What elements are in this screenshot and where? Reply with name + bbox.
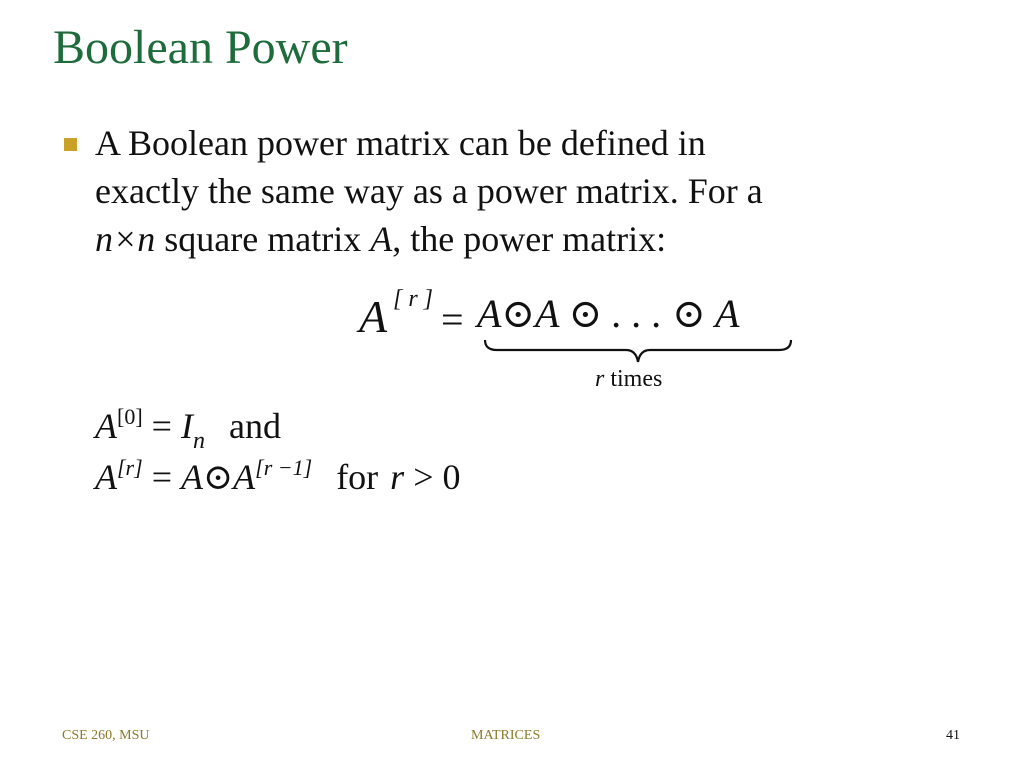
bullet-line-2: exactly the same way as a power matrix. For a (95, 171, 763, 211)
matrix-variable: A (370, 219, 393, 259)
underbrace-label (595, 366, 662, 393)
formula-lhs-superscript: [ r ] (393, 286, 434, 312)
power-formula (355, 282, 815, 402)
bullet-line-1: A Boolean power matrix can be defined in (95, 123, 706, 163)
recursive-condition-var: r (390, 457, 405, 497)
base-case-A: A (95, 406, 117, 446)
footer-page-number: 41 (946, 728, 960, 743)
identity-matrix: I (180, 406, 193, 446)
underbrace-label-text: times (604, 366, 663, 392)
footer-topic: MATRICES (471, 728, 541, 743)
underbrace-label-var: r (595, 366, 605, 392)
recursive-equals: = (142, 457, 181, 497)
base-case-superscript: [0] (117, 404, 143, 429)
formula-equals: = (441, 297, 464, 342)
recursive-superscript: [r] (117, 455, 143, 480)
matrix-dimension: n×n (95, 219, 156, 259)
formula-lhs-base: A (359, 291, 388, 342)
bullet-text (95, 119, 955, 263)
bullet-line-3-end: , the power matrix: (392, 219, 667, 259)
base-case-equals: = (142, 406, 181, 446)
identity-subscript: n (192, 428, 205, 454)
footer-course: CSE 260, MSU (62, 728, 150, 743)
recursive-rhs: A⊙A (181, 457, 256, 497)
base-case-definition (95, 404, 281, 455)
base-case-and: and (228, 406, 281, 446)
underbrace (483, 338, 793, 364)
recursive-A: A (95, 457, 117, 497)
recursive-for: for (336, 457, 379, 497)
formula-rhs: A⊙A ⊙ . . . ⊙ A (477, 291, 740, 336)
recursive-definition (95, 455, 461, 498)
bullet-marker (64, 138, 77, 151)
bullet-line-3 (95, 215, 955, 263)
slide-title: Boolean Power (53, 21, 348, 74)
bullet-line-3-mid: square matrix (155, 219, 371, 259)
recursive-condition: > 0 (404, 457, 461, 497)
recursive-rhs-superscript: [r −1] (255, 455, 313, 480)
